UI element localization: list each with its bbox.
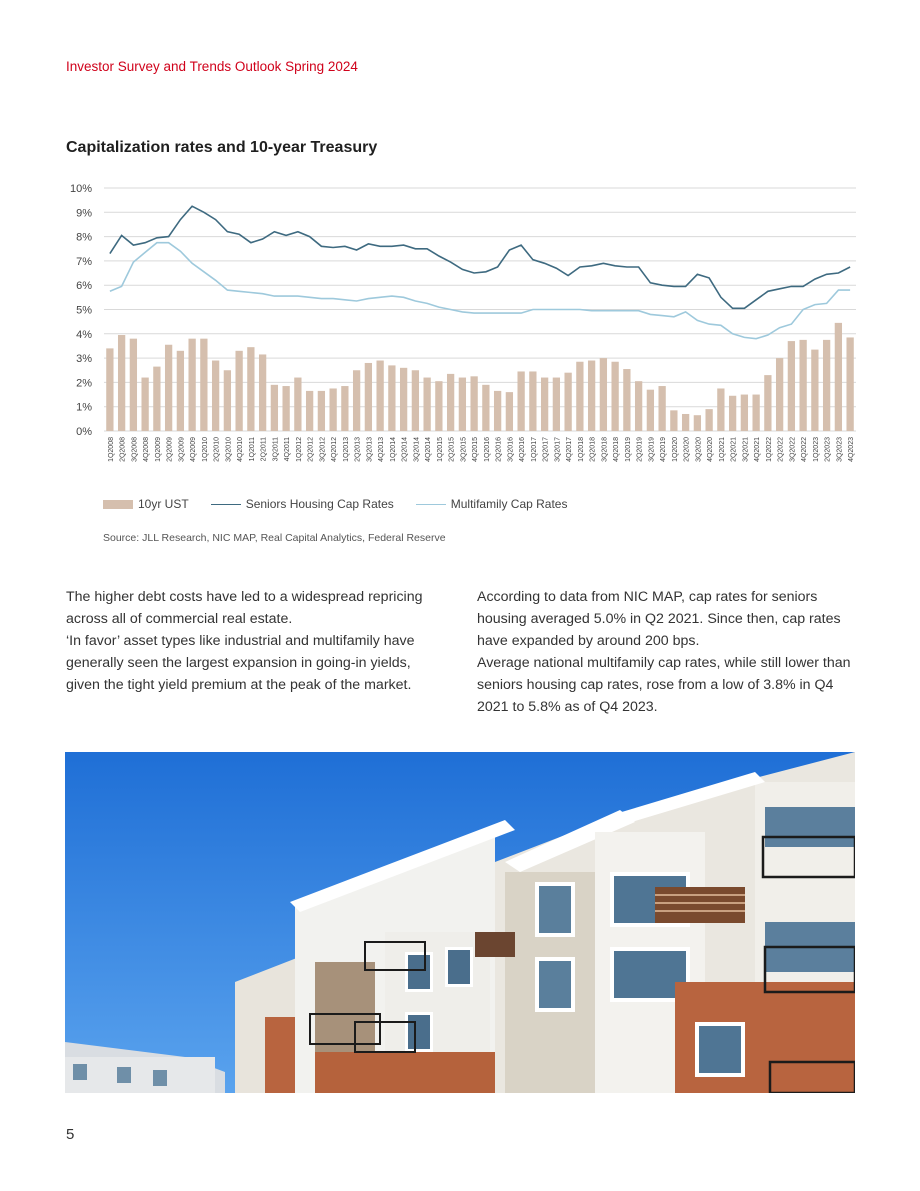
bar-10yr-ust bbox=[517, 371, 524, 431]
bar-10yr-ust bbox=[694, 415, 701, 431]
y-tick-label: 2% bbox=[76, 377, 92, 390]
x-tick-label: 4Q2021 bbox=[754, 437, 762, 462]
bar-10yr-ust bbox=[494, 391, 501, 431]
bar-10yr-ust bbox=[329, 388, 336, 431]
x-tick-label: 1Q2022 bbox=[765, 437, 773, 462]
bar-10yr-ust bbox=[682, 414, 689, 431]
bar-10yr-ust bbox=[588, 361, 595, 431]
bar-10yr-ust bbox=[541, 378, 548, 431]
y-tick-label: 9% bbox=[76, 207, 92, 220]
x-tick-label: 3Q2017 bbox=[554, 437, 562, 462]
bar-10yr-ust bbox=[353, 370, 360, 431]
bar-10yr-ust bbox=[482, 385, 489, 431]
x-tick-label: 4Q2014 bbox=[425, 437, 433, 462]
bar-10yr-ust bbox=[635, 381, 642, 431]
bar-10yr-ust bbox=[118, 335, 125, 431]
bar-10yr-ust bbox=[165, 345, 172, 431]
bar-10yr-ust bbox=[506, 392, 513, 431]
bar-10yr-ust bbox=[776, 358, 783, 431]
x-tick-label: 1Q2018 bbox=[577, 437, 585, 462]
bar-10yr-ust bbox=[400, 368, 407, 431]
bar-10yr-ust bbox=[623, 369, 630, 431]
bar-10yr-ust bbox=[153, 367, 160, 431]
x-tick-label: 2Q2018 bbox=[589, 437, 597, 462]
chart-source-note: Source: JLL Research, NIC MAP, Real Capital Analytics, Federal Reserve bbox=[103, 532, 446, 544]
bar-10yr-ust bbox=[846, 337, 853, 431]
x-tick-label: 3Q2018 bbox=[601, 437, 609, 462]
bar-10yr-ust bbox=[529, 371, 536, 431]
bar-10yr-ust bbox=[376, 361, 383, 431]
paragraph: Average national multifamily cap rates, while still lower than seniors housing cap rates, rose from a low of 3.8% in Q4 2021 to 5.8% as of Q4 2023. bbox=[477, 655, 851, 715]
bar-10yr-ust bbox=[388, 365, 395, 431]
bar-10yr-ust bbox=[435, 381, 442, 431]
y-tick-label: 10% bbox=[69, 183, 92, 195]
bar-10yr-ust bbox=[235, 351, 242, 431]
x-tick-label: 3Q2008 bbox=[131, 437, 139, 462]
x-tick-label: 4Q2018 bbox=[613, 437, 621, 462]
x-tick-label: 2Q2009 bbox=[166, 437, 174, 462]
y-tick-label: 6% bbox=[76, 280, 92, 293]
bar-10yr-ust bbox=[177, 351, 184, 431]
bar-10yr-ust bbox=[271, 385, 278, 431]
x-tick-label: 3Q2022 bbox=[789, 437, 797, 462]
bar-10yr-ust bbox=[212, 361, 219, 431]
x-tick-label: 4Q2013 bbox=[378, 437, 386, 462]
x-tick-label: 2Q2021 bbox=[730, 437, 738, 462]
x-tick-label: 3Q2020 bbox=[695, 437, 703, 462]
x-tick-label: 3Q2016 bbox=[507, 437, 515, 462]
x-tick-label: 1Q2020 bbox=[671, 437, 679, 462]
bar-10yr-ust bbox=[564, 373, 571, 431]
x-tick-label: 3Q2013 bbox=[366, 437, 374, 462]
paragraph: The higher debt costs have led to a widespread repricing across all of commercial real estate. bbox=[66, 589, 423, 627]
bar-10yr-ust bbox=[200, 339, 207, 431]
bar-10yr-ust bbox=[459, 378, 466, 431]
x-tick-label: 2Q2012 bbox=[307, 437, 315, 462]
x-tick-label: 1Q2010 bbox=[201, 437, 209, 462]
legend-swatch-line bbox=[416, 504, 446, 505]
x-tick-label: 4Q2019 bbox=[660, 437, 668, 462]
x-tick-label: 3Q2010 bbox=[225, 437, 233, 462]
cap-rates-chart bbox=[60, 170, 870, 500]
x-tick-label: 3Q2019 bbox=[648, 437, 656, 462]
x-tick-label: 2Q2019 bbox=[636, 437, 644, 462]
bar-10yr-ust bbox=[365, 363, 372, 431]
x-tick-label: 4Q2009 bbox=[190, 437, 198, 462]
bar-10yr-ust bbox=[224, 370, 231, 431]
x-tick-label: 4Q2023 bbox=[848, 437, 856, 462]
x-tick-label: 2Q2020 bbox=[683, 437, 691, 462]
paragraph: According to data from NIC MAP, cap rates for seniors housing averaged 5.0% in Q2 2021. Since then, cap rates have expanded by around 200 bps. bbox=[477, 589, 841, 649]
bar-10yr-ust bbox=[752, 395, 759, 431]
x-tick-label: 1Q2016 bbox=[483, 437, 491, 462]
body-column-right bbox=[477, 586, 852, 718]
series-line bbox=[110, 206, 850, 308]
bar-10yr-ust bbox=[647, 390, 654, 431]
x-tick-label: 4Q2012 bbox=[331, 437, 339, 462]
bar-10yr-ust bbox=[106, 348, 113, 431]
x-tick-label: 2Q2008 bbox=[119, 437, 127, 462]
bar-10yr-ust bbox=[811, 350, 818, 431]
bar-10yr-ust bbox=[282, 386, 289, 431]
bar-10yr-ust bbox=[717, 388, 724, 431]
bar-10yr-ust bbox=[788, 341, 795, 431]
x-tick-label: 3Q2014 bbox=[413, 437, 421, 462]
x-tick-label: 2Q2010 bbox=[213, 437, 221, 462]
legend-label: Multifamily Cap Rates bbox=[450, 497, 568, 511]
bar-10yr-ust bbox=[470, 376, 477, 431]
bar-10yr-ust bbox=[130, 339, 137, 431]
x-tick-label: 1Q2009 bbox=[154, 437, 162, 462]
x-tick-label: 1Q2014 bbox=[389, 437, 397, 462]
bar-10yr-ust bbox=[423, 378, 430, 431]
y-tick-label: 4% bbox=[76, 328, 92, 341]
bar-10yr-ust bbox=[188, 339, 195, 431]
x-tick-label: 4Q2016 bbox=[519, 437, 527, 462]
x-tick-label: 1Q2013 bbox=[342, 437, 350, 462]
bar-10yr-ust bbox=[835, 323, 842, 431]
legend-swatch-bar bbox=[103, 500, 133, 509]
x-tick-label: 3Q2015 bbox=[460, 437, 468, 462]
x-tick-label: 4Q2008 bbox=[143, 437, 151, 462]
x-tick-label: 1Q2008 bbox=[107, 437, 115, 462]
x-tick-label: 3Q2021 bbox=[742, 437, 750, 462]
y-tick-label: 0% bbox=[76, 426, 92, 438]
x-tick-label: 2Q2016 bbox=[495, 437, 503, 462]
x-tick-label: 3Q2009 bbox=[178, 437, 186, 462]
x-tick-label: 3Q2023 bbox=[836, 437, 844, 462]
x-tick-label: 4Q2015 bbox=[472, 437, 480, 462]
bar-10yr-ust bbox=[823, 340, 830, 431]
bar-10yr-ust bbox=[247, 347, 254, 431]
x-tick-label: 4Q2020 bbox=[707, 437, 715, 462]
bar-10yr-ust bbox=[553, 378, 560, 431]
bar-10yr-ust bbox=[729, 396, 736, 431]
y-tick-label: 5% bbox=[76, 304, 92, 317]
bar-10yr-ust bbox=[306, 391, 313, 431]
x-tick-label: 1Q2017 bbox=[530, 437, 538, 462]
x-tick-label: 2Q2017 bbox=[542, 437, 550, 462]
bar-10yr-ust bbox=[412, 370, 419, 431]
x-tick-label: 4Q2022 bbox=[801, 437, 809, 462]
x-tick-label: 2Q2015 bbox=[448, 437, 456, 462]
y-tick-label: 7% bbox=[76, 255, 92, 268]
x-tick-label: 3Q2011 bbox=[272, 437, 280, 462]
bar-10yr-ust bbox=[611, 362, 618, 431]
x-tick-label: 4Q2010 bbox=[237, 437, 245, 462]
y-tick-label: 8% bbox=[76, 231, 92, 244]
x-tick-label: 2Q2022 bbox=[777, 437, 785, 462]
chart-legend bbox=[103, 497, 589, 511]
apartment-building-photo bbox=[65, 752, 855, 1093]
legend-swatch-line bbox=[211, 504, 241, 505]
legend-item-seniors-housing bbox=[211, 497, 394, 511]
bar-10yr-ust bbox=[259, 354, 266, 431]
body-column-left bbox=[66, 586, 426, 696]
x-tick-label: 1Q2019 bbox=[624, 437, 632, 462]
bar-10yr-ust bbox=[741, 395, 748, 431]
report-header-title: Investor Survey and Trends Outlook Spring 2024 bbox=[66, 59, 358, 74]
x-tick-label: 2Q2014 bbox=[401, 437, 409, 462]
x-tick-label: 1Q2012 bbox=[295, 437, 303, 462]
paragraph: ‘In favor’ asset types like industrial and multifamily have generally seen the largest expansion in going-in yields, given the tight yield premium at the peak of the market. bbox=[66, 633, 415, 693]
bar-10yr-ust bbox=[705, 409, 712, 431]
x-tick-label: 1Q2023 bbox=[812, 437, 820, 462]
x-tick-label: 1Q2021 bbox=[718, 437, 726, 462]
x-tick-label: 1Q2011 bbox=[248, 437, 256, 462]
chart-title: Capitalization rates and 10-year Treasury bbox=[66, 139, 378, 156]
x-tick-label: 2Q2023 bbox=[824, 437, 832, 462]
y-tick-label: 3% bbox=[76, 353, 92, 366]
x-tick-label: 1Q2015 bbox=[436, 437, 444, 462]
x-tick-label: 3Q2012 bbox=[319, 437, 327, 462]
x-tick-label: 4Q2011 bbox=[284, 437, 292, 462]
bar-10yr-ust bbox=[764, 375, 771, 431]
series-line bbox=[110, 243, 850, 339]
bar-10yr-ust bbox=[318, 391, 325, 431]
bar-10yr-ust bbox=[670, 410, 677, 431]
y-tick-label: 1% bbox=[76, 401, 92, 414]
bar-10yr-ust bbox=[600, 358, 607, 431]
bar-10yr-ust bbox=[447, 374, 454, 431]
legend-label: Seniors Housing Cap Rates bbox=[245, 497, 394, 511]
page-number: 5 bbox=[66, 1126, 75, 1143]
legend-label: 10yr UST bbox=[138, 497, 189, 511]
bar-10yr-ust bbox=[658, 386, 665, 431]
x-tick-label: 2Q2013 bbox=[354, 437, 362, 462]
x-tick-label: 4Q2017 bbox=[566, 437, 574, 462]
bar-10yr-ust bbox=[799, 340, 806, 431]
legend-item-10yr-ust bbox=[103, 497, 189, 511]
bar-10yr-ust bbox=[341, 386, 348, 431]
x-tick-label: 2Q2011 bbox=[260, 437, 268, 462]
bar-10yr-ust bbox=[294, 378, 301, 431]
bar-10yr-ust bbox=[576, 362, 583, 431]
legend-item-multifamily bbox=[416, 497, 568, 511]
bar-10yr-ust bbox=[141, 378, 148, 431]
